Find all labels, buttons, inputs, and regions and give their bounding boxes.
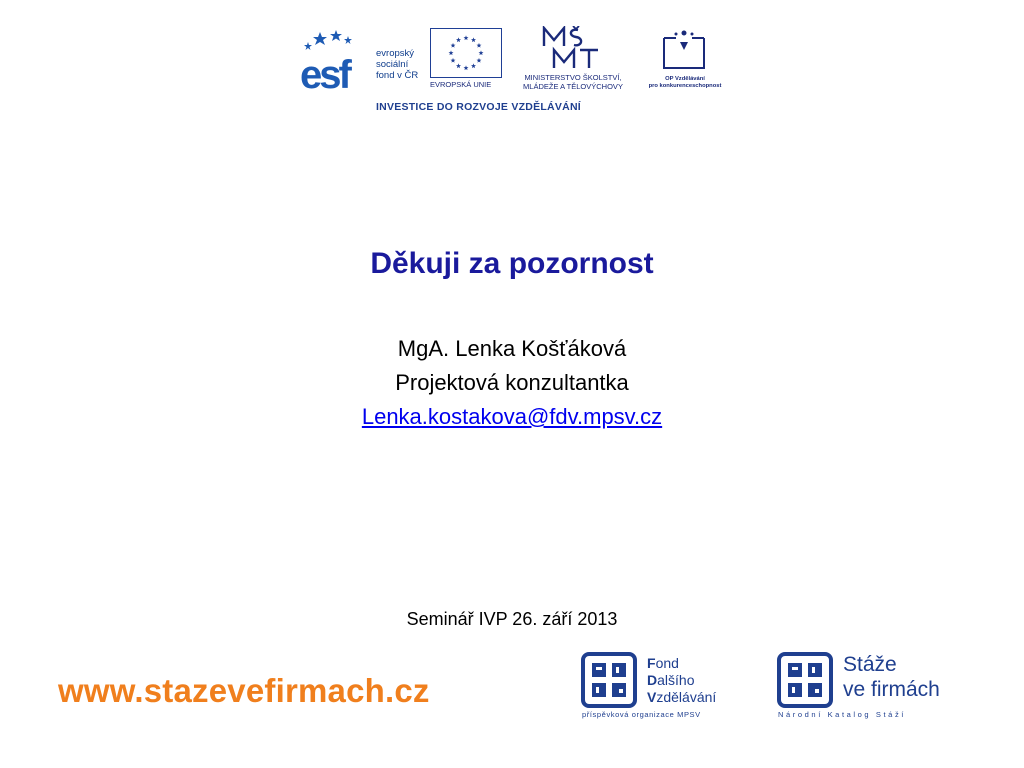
fdv-logo-text <box>647 655 716 706</box>
fdv-subtitle: příspěvková organizace MPSV <box>582 710 701 719</box>
fdv-line-fond <box>647 655 716 672</box>
msmt-logo-text <box>508 73 638 91</box>
fdv-cap-d: D <box>647 672 658 688</box>
esf-line-2: sociální <box>376 59 409 70</box>
fdv-line-dalsiho <box>647 672 716 689</box>
website-link[interactable]: www.stazevefirmach.cz <box>58 672 430 709</box>
op-logo-icon <box>656 28 712 74</box>
esf-logo-text <box>376 48 418 81</box>
fdv-rest-dalsiho: alšího <box>657 672 695 688</box>
author-name: MgA. Lenka Košťáková <box>397 336 627 361</box>
msmt-line-1: MINISTERSTVO ŠKOLSTVÍ, <box>524 73 622 82</box>
author-role: Projektová konzultantka <box>395 370 629 395</box>
email-link[interactable]: Lenka.kostakova@fdv.mpsv.cz <box>361 404 663 429</box>
fdv-rest-vzdelavani: zdělávání <box>656 689 717 705</box>
seminar-label: Seminář IVP 26. září 2013 <box>406 609 618 629</box>
staze-line-1: Stáže <box>843 653 897 676</box>
email-row <box>0 404 1024 430</box>
fdv-cap-f: F <box>647 655 656 671</box>
staze-logo-text <box>843 652 940 702</box>
fdv-rest-fond: ond <box>655 655 679 671</box>
slide-title: Děkuji za pozornost <box>370 247 654 280</box>
staze-subtitle: Národní Katalog Stáží <box>778 710 906 719</box>
fdv-cap-v: V <box>647 689 657 705</box>
op-logo-text <box>640 76 730 90</box>
fdv-logo-icon <box>581 652 637 708</box>
esf-line-3: fond v ČR <box>376 70 419 81</box>
staze-logo-icon <box>777 652 833 708</box>
esf-line-1: evropský <box>376 48 415 59</box>
eu-logo-text: EVROPSKÁ UNIE <box>430 80 492 89</box>
msmt-logo-icon <box>540 26 604 70</box>
fdv-line-vzdelavani <box>647 689 716 706</box>
msmt-line-2: MLÁDEŽE A TĚLOVÝCHOVY <box>523 82 623 91</box>
investice-tagline: INVESTICE DO ROZVOJE VZDĚLÁVÁNÍ <box>376 101 581 113</box>
op-line-2: pro konkurenceschopnost <box>648 83 722 89</box>
eu-flag-icon <box>430 28 502 78</box>
esf-logo <box>300 28 360 92</box>
esf-mark: esf <box>300 53 349 92</box>
op-line-1: OP Vzdělávání <box>665 76 705 82</box>
staze-line-2: ve firmách <box>843 678 940 701</box>
